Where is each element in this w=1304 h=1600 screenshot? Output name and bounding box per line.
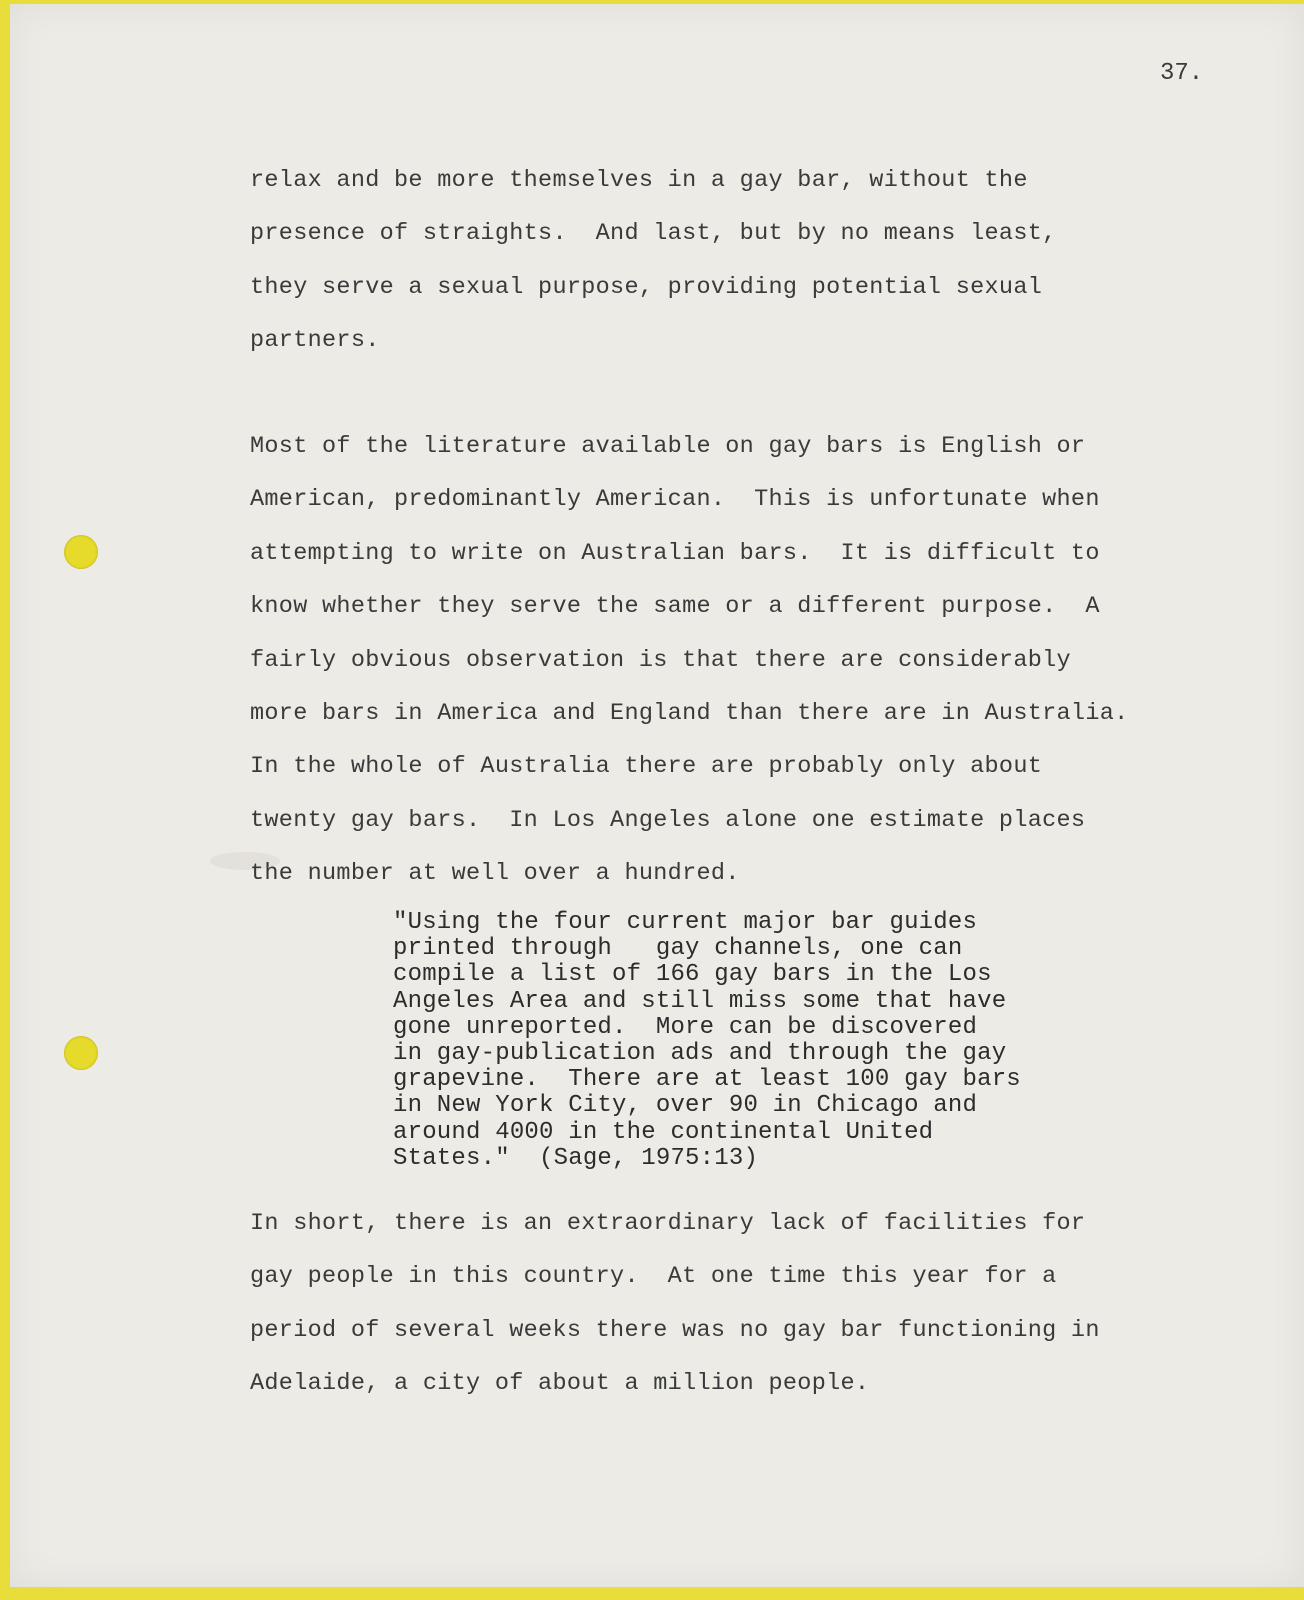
text-line: more bars in America and England than there are in Australia. [250, 700, 1129, 728]
quote-line: printed through gay channels, one can [393, 935, 963, 963]
text-line: attempting to write on Australian bars. It is difficult to [250, 539, 1100, 567]
quote-line: States." (Sage, 1975:13) [393, 1144, 759, 1172]
quote-line: around 4000 in the continental United [393, 1118, 934, 1146]
text-line: presence of straights. And last, but by no means least, [250, 220, 1057, 248]
paragraph-3 [250, 1197, 1100, 1411]
text-line: partners. [250, 327, 380, 355]
text-line: gay people in this country. At one time this year for a [250, 1263, 1057, 1291]
quote-line: "Using the four current major bar guides [393, 909, 978, 936]
text-line: relax and be more themselves in a gay bar, without the [250, 167, 1028, 194]
text-line: Adelaide, a city of about a million people. [250, 1370, 870, 1398]
paragraph-1 [250, 154, 1057, 368]
block-quote [393, 910, 1021, 1172]
text-line: period of several weeks there was no gay bar functioning in [250, 1316, 1100, 1344]
punch-hole-bottom [64, 1036, 98, 1070]
text-line: Most of the literature available on gay bars is English or [250, 433, 1086, 460]
quote-line: in New York City, over 90 in Chicago and [393, 1092, 978, 1120]
text-line: American, predominantly American. This is unfortunate when [250, 486, 1100, 514]
quote-line: Angeles Area and still miss some that have [393, 987, 1007, 1015]
text-line: In the whole of Australia there are probably only about [250, 753, 1043, 781]
text-line: In short, there is an extraordinary lack of facilities for [250, 1210, 1086, 1237]
quote-line: grapevine. There are at least 100 gay bars [393, 1066, 1021, 1094]
punch-hole-top [64, 535, 98, 569]
page-number: 37. [1160, 60, 1204, 87]
text-line: they serve a sexual purpose, providing potential sexual [250, 273, 1043, 301]
document-page [10, 4, 1304, 1587]
text-line: fairly obvious observation is that there are considerably [250, 646, 1071, 674]
text-line: know whether they serve the same or a different purpose. A [250, 593, 1100, 621]
quote-line: gone unreported. More can be discovered [393, 1013, 978, 1041]
paragraph-2 [250, 420, 1129, 901]
quote-line: in gay-publication ads and through the gay [393, 1040, 1007, 1068]
text-line: the number at well over a hundred. [250, 860, 740, 888]
text-line: twenty gay bars. In Los Angeles alone one estimate places [250, 806, 1086, 834]
quote-line: compile a list of 166 gay bars in the Los [393, 961, 992, 989]
